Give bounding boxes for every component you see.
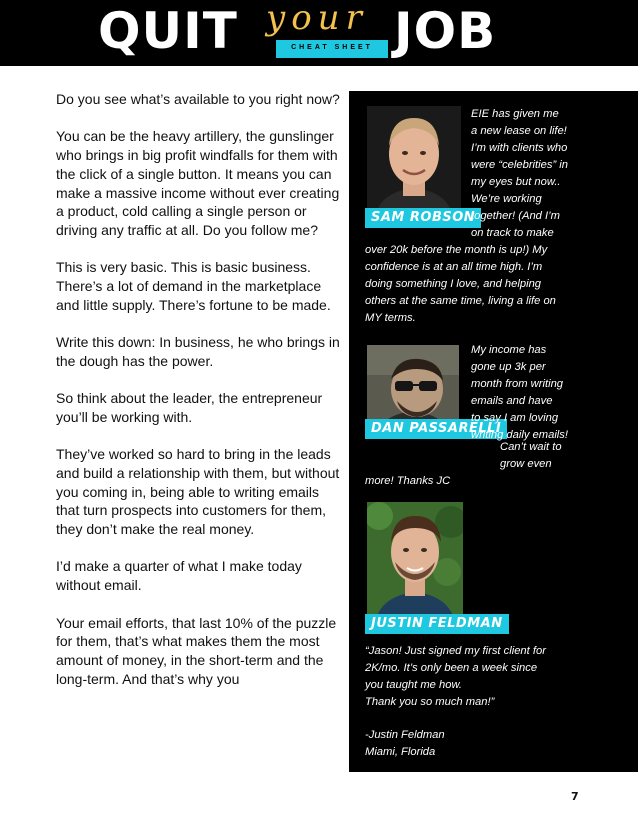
quote-line: month from writing (471, 378, 564, 390)
dan-passarelli-name-badge: DAN PASSARELLI (365, 419, 507, 439)
logo-your-text: your (266, 0, 368, 38)
quote-line: EIE has given me (471, 108, 559, 120)
quote-line: together! (And I’m (471, 210, 560, 222)
paragraph: Write this down: In business, he who brings in the dough has the power. (56, 334, 340, 369)
sam-robson-name-badge: SAM ROBSON (365, 208, 481, 228)
quote-line: Miami, Florida (365, 746, 436, 758)
logo-quit-text: QUIT (98, 2, 238, 60)
quote-line: Can’t wait to (500, 441, 562, 453)
quote-line: were “celebrities” in (471, 159, 568, 171)
paragraph: So think about the leader, the entrepreneur you’ll be working with. (56, 390, 323, 425)
logo-tagline: CHEAT SHEET (291, 44, 373, 51)
paragraph: They’ve worked so hard to bring in the leads and build a relationship with them, but without you coming in, being able to writing emails that turn prospects into customers for them, they don’t make the real money. (56, 446, 340, 538)
header-banner (0, 0, 638, 66)
quit-your-job-logo (98, 0, 528, 62)
quote-line: I’m with clients who (471, 142, 568, 154)
quote-line: “Jason! Just signed my first client for (365, 645, 546, 657)
paragraph: I’d make a quarter of what I make today without email. (56, 558, 302, 594)
quote-line: over 20k before the month is up!) My (365, 244, 548, 256)
quote-line: my eyes but now.. (471, 176, 561, 188)
sam-robson-photo (367, 106, 461, 218)
page-number: 7 (571, 790, 579, 803)
quote-line: 2K/mo. It’s only been a week since (365, 662, 538, 674)
justin-feldman-name-badge: JUSTIN FELDMAN (365, 614, 509, 634)
paragraph: This is very basic. This is basic business. There’s a lot of demand in the marketplace and little supply. There’s fortune to be made. (56, 259, 331, 313)
quote-line: confidence is at an all time high. I’m (365, 261, 543, 273)
quote-line: doing something I love, and helping (365, 278, 542, 290)
quote-line: on track to make (471, 227, 554, 239)
logo-job-text: JOB (394, 2, 497, 60)
quote-line: emails and have (471, 395, 553, 407)
paragraph: Your email efforts, that last 10% of the puzzle for them, that’s what makes them the most amount of money, in the short-term and the long-term. And that’s why you (56, 614, 337, 687)
quote-line: you taught me how. (365, 679, 463, 691)
quote-line: -Justin Feldman (365, 729, 445, 741)
quote-line: to say I am loving (471, 412, 559, 424)
quote-line: gone up 3k per (471, 361, 546, 373)
quote-line: MY terms. (365, 312, 416, 324)
quote-line: Thank you so much man!” (365, 696, 495, 708)
quote-line: writing daily emails! (471, 429, 568, 441)
paragraph: Do you see what’s available to you right now? (56, 91, 340, 107)
paragraph: You can be the heavy artillery, the gunslinger who brings in big profit windfalls for them with the click of a single button. It means you can make a massive income without ever creating a product, cold calling a single person or driving any traffic at all. Do you follow me? (56, 128, 340, 238)
quote-line: a new lease on life! (471, 125, 567, 137)
quote-line: grow even (500, 458, 552, 470)
main-body-text (56, 90, 341, 707)
quote-line: My income has (471, 344, 547, 356)
justin-feldman-photo (367, 502, 463, 622)
quote-line: others at the same time, living a life on (365, 295, 556, 307)
quote-line: more! Thanks JC (365, 475, 451, 487)
quote-line: We’re working (471, 193, 542, 205)
testimonials-sidebar (349, 91, 638, 772)
